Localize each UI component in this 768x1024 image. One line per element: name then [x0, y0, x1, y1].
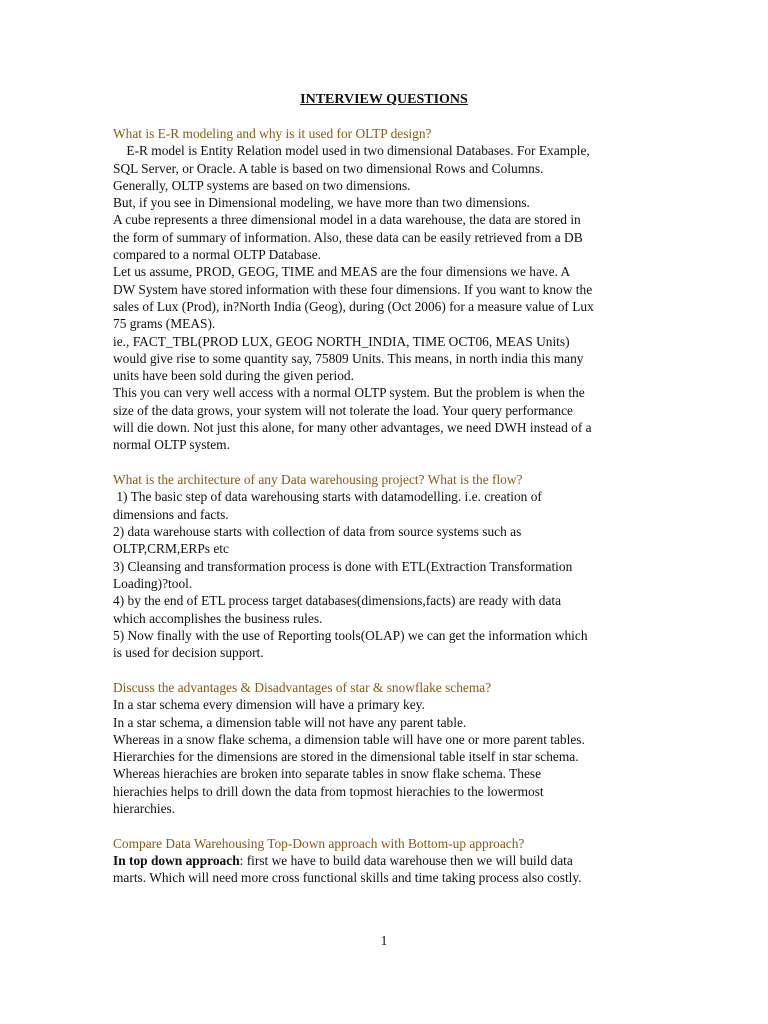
- paragraph-line: In a star schema, a dimension table will not have any parent table.: [113, 714, 467, 730]
- paragraph-line: 75 grams (MEAS).: [113, 316, 216, 332]
- paragraph-line: size of the data grows, your system will not tolerate the load. Your query performance: [113, 402, 573, 418]
- question-heading: What is the architecture of any Data warehousing project? What is the flow?: [113, 472, 523, 488]
- paragraph-line: Whereas in a snow flake schema, a dimension table will have one or more parent tables.: [113, 731, 585, 747]
- paragraph-line: hierachies helps to drill down the data from topmost hierachies to the lowermost: [113, 783, 544, 799]
- paragraph-line: OLTP,CRM,ERPs etc: [113, 541, 229, 557]
- paragraph-line: 3) Cleansing and transformation process is done with ETL(Extraction Transformation: [113, 558, 573, 574]
- document-body: [113, 125, 658, 887]
- paragraph-line: dimensions and facts.: [113, 506, 229, 522]
- paragraph-line: units have been sold during the given period.: [113, 368, 354, 384]
- paragraph-line: sales of Lux (Prod), in?North India (Geog), during (Oct 2006) for a measure value of Lux: [113, 298, 594, 314]
- paragraph-line: 5) Now finally with the use of Reporting tools(OLAP) we can get the information which: [113, 627, 588, 643]
- section-top-down-bottom-up: [113, 835, 658, 887]
- paragraph-line: But, if you see in Dimensional modeling, we have more than two dimensions.: [113, 195, 530, 211]
- paragraph-line: the form of summary of information. Also, these data can be easily retrieved from a DB: [113, 229, 583, 245]
- page-number: 1: [380, 933, 388, 948]
- section-star-snowflake: [113, 679, 658, 817]
- document-title: INTERVIEW QUESTIONS: [300, 92, 468, 107]
- paragraph-line: normal OLTP system.: [113, 437, 230, 453]
- paragraph-line: SQL Server, or Oracle. A table is based on two dimensional Rows and Columns.: [113, 160, 544, 176]
- paragraph-line: [113, 852, 658, 869]
- paragraph-line: 1) The basic step of data warehousing starts with datamodelling. i.e. creation of: [113, 489, 542, 505]
- paragraph-line: 4) by the end of ETL process target databases(dimensions,facts) are ready with data: [113, 593, 562, 609]
- paragraph-line: hierarchies.: [113, 800, 176, 816]
- section-er-modeling: [113, 125, 658, 454]
- paragraph-line: which accomplishes the business rules.: [113, 610, 323, 626]
- paragraph-line: In a star schema every dimension will have a primary key.: [113, 697, 425, 713]
- question-heading: Compare Data Warehousing Top-Down approach with Bottom-up approach?: [113, 835, 525, 851]
- paragraph-line: compared to a normal OLTP Database.: [113, 247, 321, 263]
- paragraph-line: A cube represents a three dimensional model in a data warehouse, the data are stored in: [113, 212, 581, 228]
- paragraph-line: will die down. Not just this alone, for many other advantages, we need DWH instead of a: [113, 420, 592, 436]
- paragraph-line: marts. Which will need more cross functional skills and time taking process also costly.: [113, 870, 582, 886]
- paragraph-line: Whereas hierachies are broken into separate tables in snow flake schema. These: [113, 766, 542, 782]
- question-heading: What is E-R modeling and why is it used for OLTP design?: [113, 126, 432, 141]
- paragraph-line: ie., FACT_TBL(PROD LUX, GEOG NORTH_INDIA, TIME OCT06, MEAS Units): [113, 333, 570, 349]
- paragraph-line: Hierarchies for the dimensions are stored in the dimensional table itself in star schema.: [113, 749, 579, 765]
- section-spacer: [113, 661, 658, 679]
- paragraph-line: E-R model is Entity Relation model used in two dimensional Databases. For Example,: [113, 143, 590, 159]
- paragraph-line: Let us assume, PROD, GEOG, TIME and MEAS are the four dimensions we have. A: [113, 264, 571, 280]
- paragraph-line: DW System have stored information with these four dimensions. If you want to know the: [113, 281, 593, 297]
- paragraph-line: would give rise to some quantity say, 75809 Units. This means, in north india this many: [113, 350, 584, 366]
- paragraph-line: Loading)?tool.: [113, 575, 193, 591]
- paragraph-line: This you can very well access with a normal OLTP system. But the problem is when the: [113, 385, 585, 401]
- section-spacer: [113, 817, 658, 835]
- section-spacer: [113, 454, 658, 472]
- section-dw-architecture: [113, 471, 658, 661]
- paragraph-line: Generally, OLTP systems are based on two dimensions.: [113, 177, 411, 193]
- paragraph-text: : first we have to build data warehouse then we will build data: [239, 853, 573, 869]
- paragraph-line: 2) data warehouse starts with collection of data from source systems such as: [113, 524, 522, 540]
- bold-term: In top down approach: [113, 853, 240, 869]
- paragraph-line: is used for decision support.: [113, 645, 264, 661]
- question-heading: Discuss the advantages & Disadvantages of star & snowflake schema?: [113, 679, 492, 695]
